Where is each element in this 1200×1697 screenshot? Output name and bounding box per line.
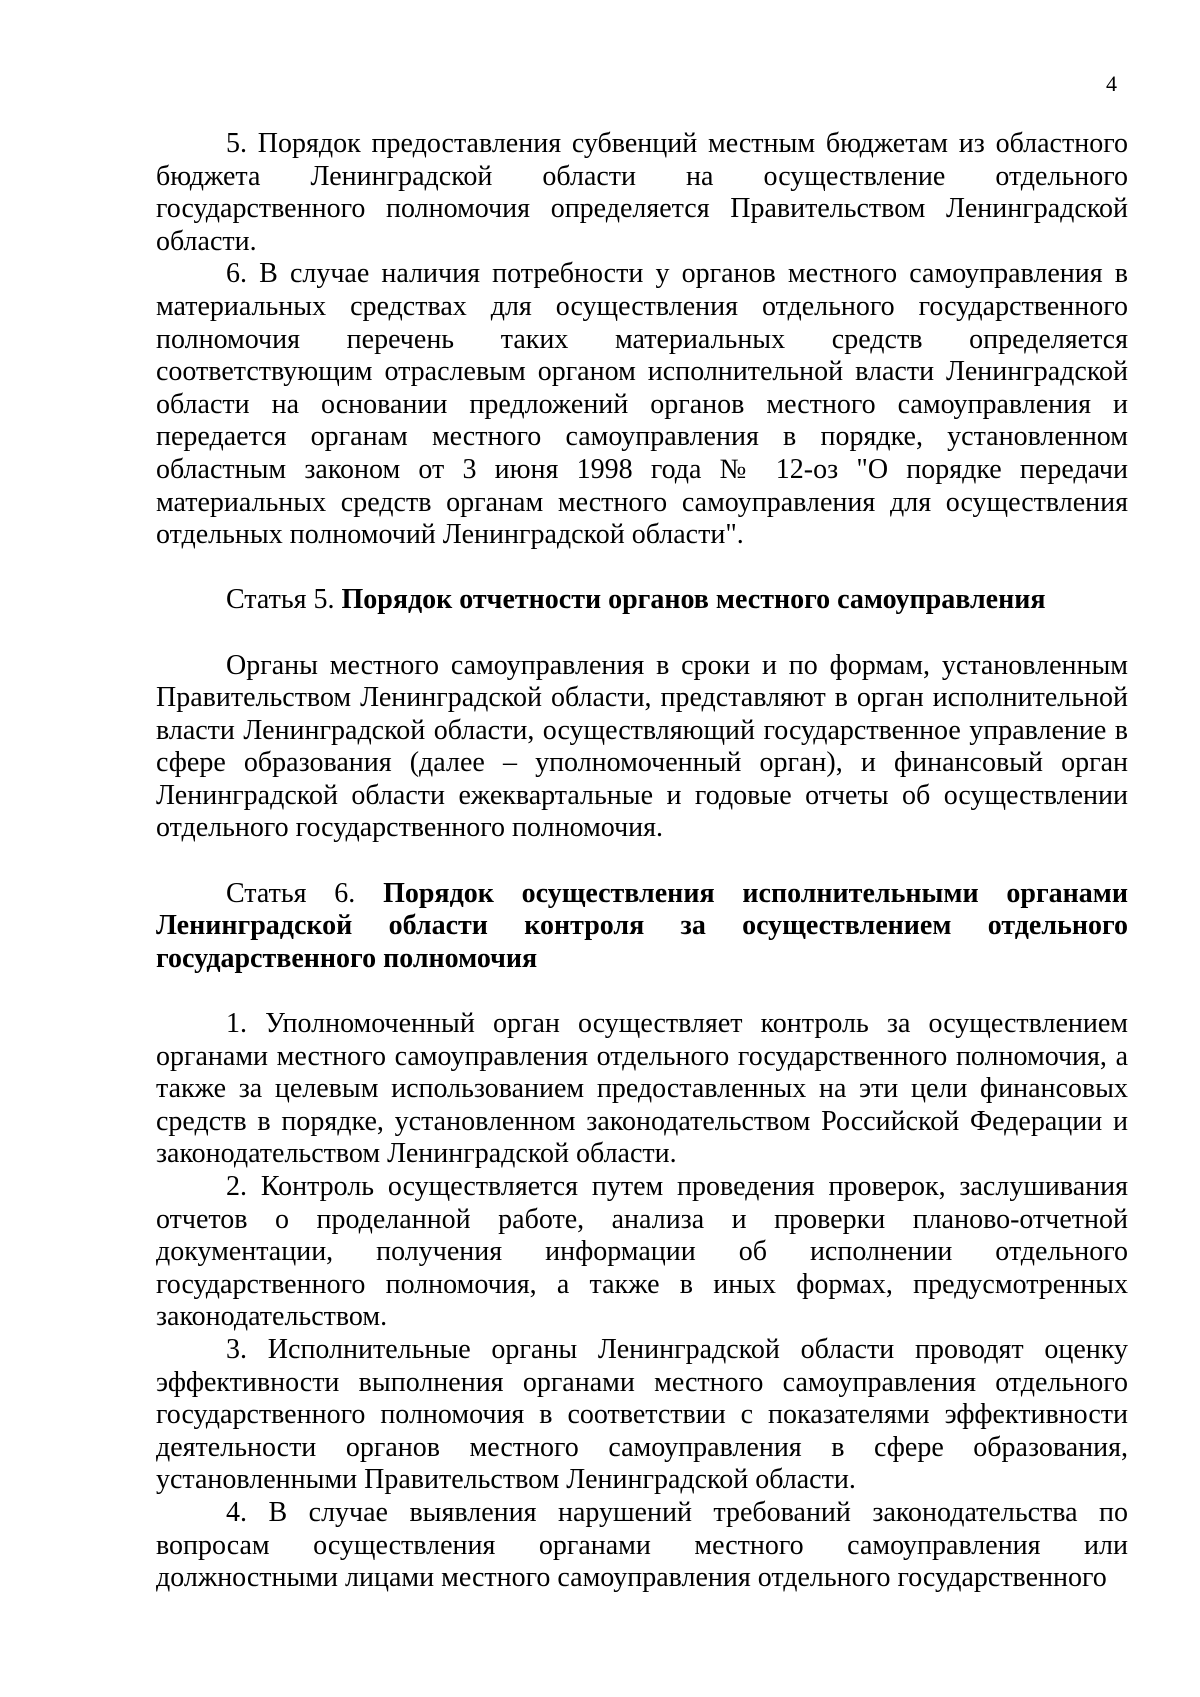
spacer: [156, 975, 1128, 1008]
spacer: [156, 617, 1128, 650]
document-body: [156, 128, 1128, 1595]
paragraph-5: 5. Порядок предоставления субвенций местным бюджетам из областного бюджета Ленинградской области на осуществление отдельного государственного полномочия определяется Правительством Ленинградской области.: [156, 128, 1128, 257]
spacer: [156, 845, 1128, 878]
article-6-paragraph-4: 4. В случае выявления нарушений требований законодательства по вопросам осуществления органами местного самоуправления или должностными лицами местного самоуправления отдельного государственного: [156, 1496, 1128, 1594]
spacer: [156, 552, 1128, 585]
article-6-title: Порядок осуществления исполнительными органами Ленинградской области контроля за осуществлением отдельного государственного полномочия: [156, 877, 1128, 974]
paragraph-6: 6. В случае наличия потребности у органов местного самоуправления в материальных средствах для осуществления отдельного государственного полномочия перечень таких материальных средств определяется соответствующим отраслевым органом исполнительной власти Ленинградской области на основании предложений органов местного самоуправления и передается органам местного самоуправления в порядке, установленном областным законом от 3 июня 1998 года № 12-оз "О порядке передачи материальных средств органам местного самоуправления для осуществления отдельных полномочий Ленинградской области".: [156, 258, 1128, 551]
article-5-text: Органы местного самоуправления в сроки и по формам, установленным Правительством Ленинградской области, представляют в орган исполнительной власти Ленинградской области, осуществляющий государственное управление в сфере образования (далее – уполномоченный орган), и финансовый орган Ленинградской области ежеквартальные и годовые отчеты об осуществлении отдельного государственного полномочия.: [156, 649, 1128, 844]
page-number: 4: [1106, 71, 1117, 96]
article-6-label: Статья 6.: [226, 877, 356, 909]
article-5-title: Порядок отчетности органов местного самоуправления: [341, 584, 1046, 616]
article-6-paragraph-1: 1. Уполномоченный орган осуществляет контроль за осуществлением органами местного самоуправления отдельного государственного полномочия, а также за целевым использованием предоставленных на эти цели финансовых средств в порядке, установленном законодательством Российской Федерации и законодательством Ленинградской области.: [156, 1008, 1128, 1170]
article-6-heading: [156, 878, 1128, 976]
article-5-heading: [156, 584, 1128, 617]
article-5-label: Статья 5.: [226, 584, 335, 616]
article-6-paragraph-2: 2. Контроль осуществляется путем проведения проверок, заслушивания отчетов о проделанной работе, анализа и проверки планово-отчетной документации, получения информации об исполнении отдельного государственного полномочия, а также в иных формах, предусмотренных законодательством.: [156, 1171, 1128, 1333]
article-6-paragraph-3: 3. Исполнительные органы Ленинградской области проводят оценку эффективности выполнения органами местного самоуправления отдельного государственного полномочия в соответствии с показателями эффективности деятельности органов местного самоуправления в сфере образования, установленными Правительством Ленинградской области.: [156, 1333, 1128, 1496]
